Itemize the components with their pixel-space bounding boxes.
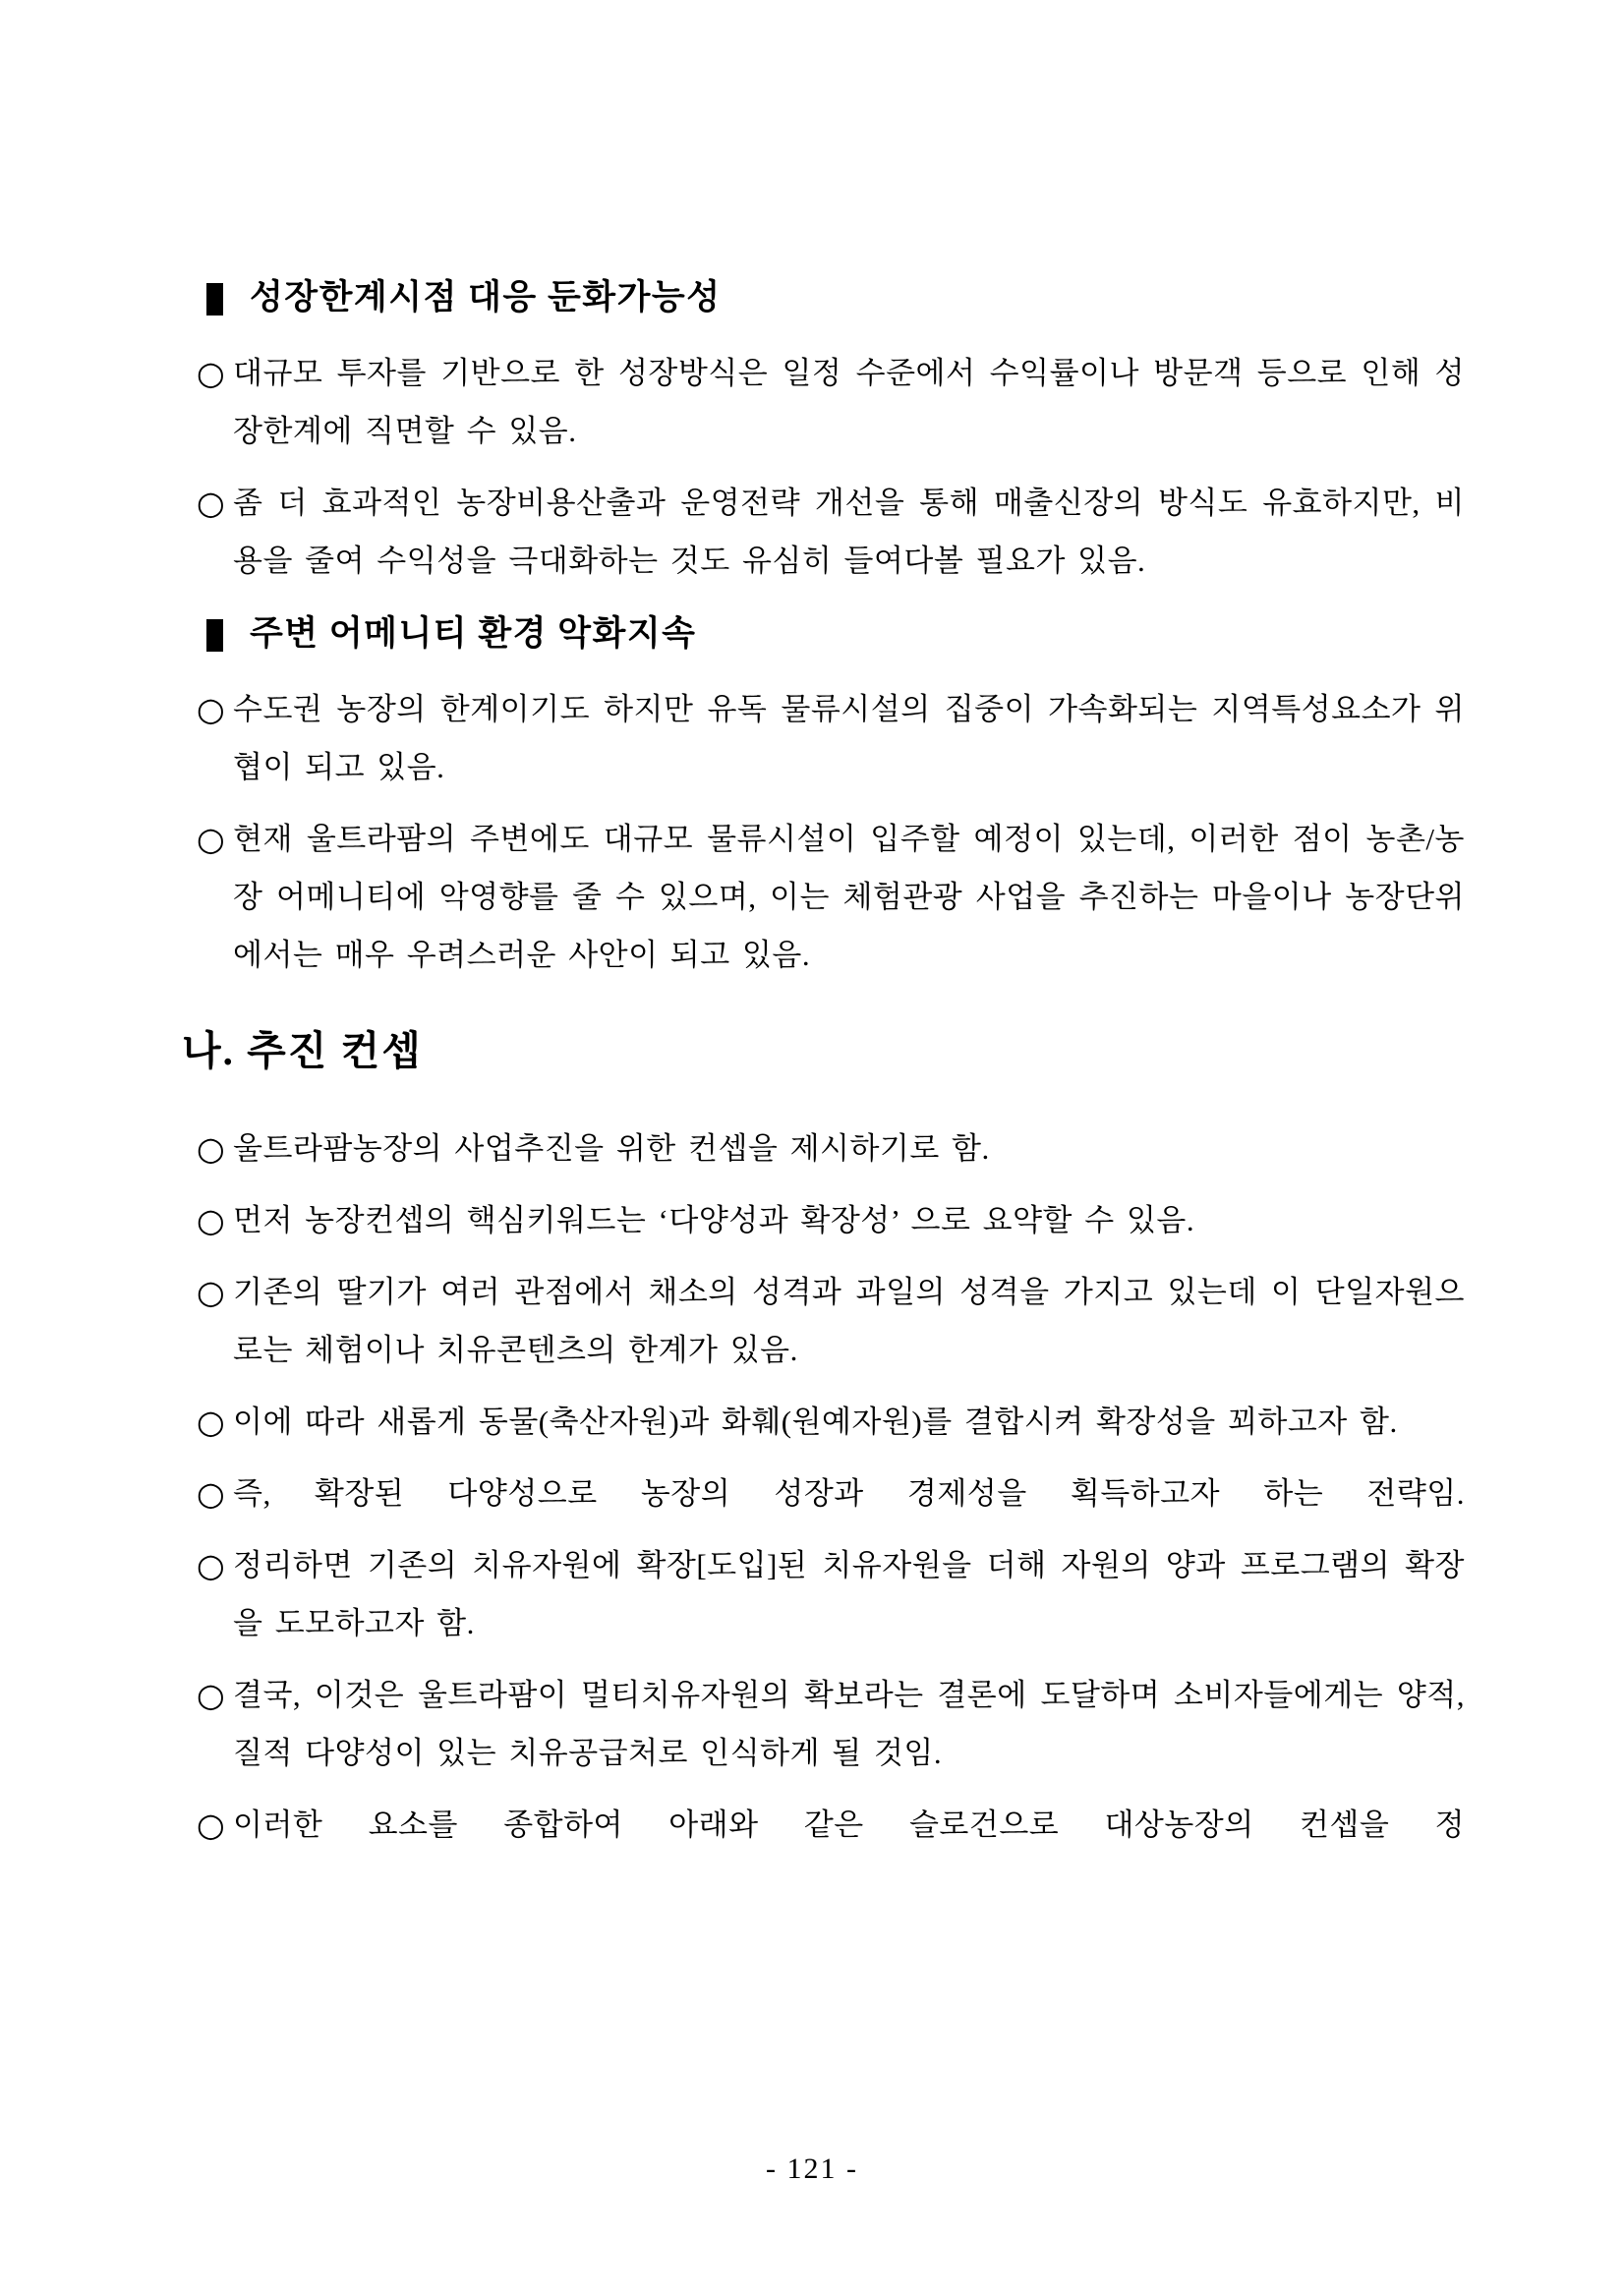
- list-item-text: 좀 더 효과적인 농장비용산출과 운영전략 개선을 통해 매출신장의 방식도 유효하지만, 비용을 줄여 수익성을 극대화하는 것도 유심히 들여다볼 필요가 있음.: [233, 486, 1465, 578]
- circle-bullet-icon: ○: [197, 1676, 225, 1714]
- list-item-text: 대규모 투자를 기반으로 한 성장방식은 일정 수준에서 수익률이나 방문객 등으로 인해 성장한계에 직면할 수 있음.: [233, 356, 1465, 448]
- list-item: [197, 1263, 1465, 1379]
- list-item-text: 이에 따라 새롭게 동물(축산자원)과 화훼(원예자원)를 결합시켜 확장성을 꾀하고자 함.: [233, 1405, 1398, 1439]
- list-item-text: 수도권 농장의 한계이기도 하지만 유독 물류시설의 집중이 가속화되는 지역특성요소가 위협이 되고 있음.: [233, 692, 1465, 784]
- list-item: [197, 1191, 1465, 1249]
- circle-bullet-icon: ○: [197, 1474, 225, 1513]
- list-item-text: 정리하면 기존의 치유자원에 확장[도입]된 치유자원을 더해 자원의 양과 프로그램의 확장을 도모하고자 함.: [233, 1548, 1465, 1640]
- list-item-text: 이러한 요소를 종합하여 아래와 같은 슬로건으로 대상농장의 컨셉을 정: [233, 1808, 1465, 1842]
- circle-bullet-icon: ○: [197, 484, 225, 522]
- square-bullet-icon: [206, 283, 223, 316]
- list-item-text: 먼저 농장컨셉의 핵심키워드는 ‘다양성과 확장성’ 으로 요약할 수 있음.: [233, 1203, 1195, 1237]
- subsection-heading-amenity: [206, 609, 1465, 659]
- list-item: [197, 680, 1465, 796]
- list-item: [197, 1666, 1465, 1782]
- list-item: [197, 1536, 1465, 1652]
- circle-bullet-icon: ○: [197, 1806, 225, 1844]
- list-item: [197, 1119, 1465, 1177]
- circle-bullet-icon: ○: [197, 1129, 225, 1168]
- list-item: [197, 474, 1465, 590]
- circle-bullet-icon: ○: [197, 354, 225, 392]
- list-item: [197, 1393, 1465, 1451]
- circle-bullet-icon: ○: [197, 1273, 225, 1311]
- circle-bullet-icon: ○: [197, 820, 225, 858]
- subsection-heading-text: 성장한계시점 대응 둔화가능성: [250, 278, 722, 316]
- list-item: [197, 1464, 1465, 1522]
- list-item-text: 결국, 이것은 울트라팜이 멀티치유자원의 확보라는 결론에 도달하며 소비자들에게는 양적, 질적 다양성이 있는 치유공급처로 인식하게 될 것임.: [233, 1678, 1465, 1770]
- section-title-concept: 나. 추진 컨셉: [182, 1028, 423, 1073]
- list-item: [197, 1796, 1465, 1854]
- square-bullet-icon: [206, 619, 223, 652]
- list-item-text: 즉, 확장된 다양성으로 농장의 성장과 경제성을 획득하고자 하는 전략임.: [233, 1476, 1465, 1511]
- page-number: - 121 -: [766, 2152, 858, 2185]
- circle-bullet-icon: ○: [197, 1546, 225, 1584]
- subsection-heading-text: 주변 어메니티 환경 악화지속: [250, 614, 697, 653]
- list-item-text: 현재 울트라팜의 주변에도 대규모 물류시설이 입주할 예정이 있는데, 이러한 점이 농촌/농장 어메니티에 악영향를 줄 수 있으며, 이는 체험관광 사업을 추진하는 마을이나 농장단위에서는 매우 우려스러운 사안이 되고 있음.: [233, 822, 1465, 972]
- circle-bullet-icon: ○: [197, 1201, 225, 1239]
- circle-bullet-icon: ○: [197, 690, 225, 728]
- subsection-heading-growth-limit: [206, 273, 1465, 322]
- list-item: [197, 810, 1465, 984]
- page-content: [0, 273, 1465, 1867]
- circle-bullet-icon: ○: [197, 1403, 225, 1441]
- list-item: [197, 344, 1465, 460]
- list-item-text: 기존의 딸기가 여러 관점에서 채소의 성격과 과일의 성격을 가지고 있는데 이 단일자원으로는 체험이나 치유콘텐츠의 한계가 있음.: [233, 1275, 1465, 1367]
- list-item-text: 울트라팜농장의 사업추진을 위한 컨셉을 제시하기로 함.: [233, 1131, 990, 1166]
